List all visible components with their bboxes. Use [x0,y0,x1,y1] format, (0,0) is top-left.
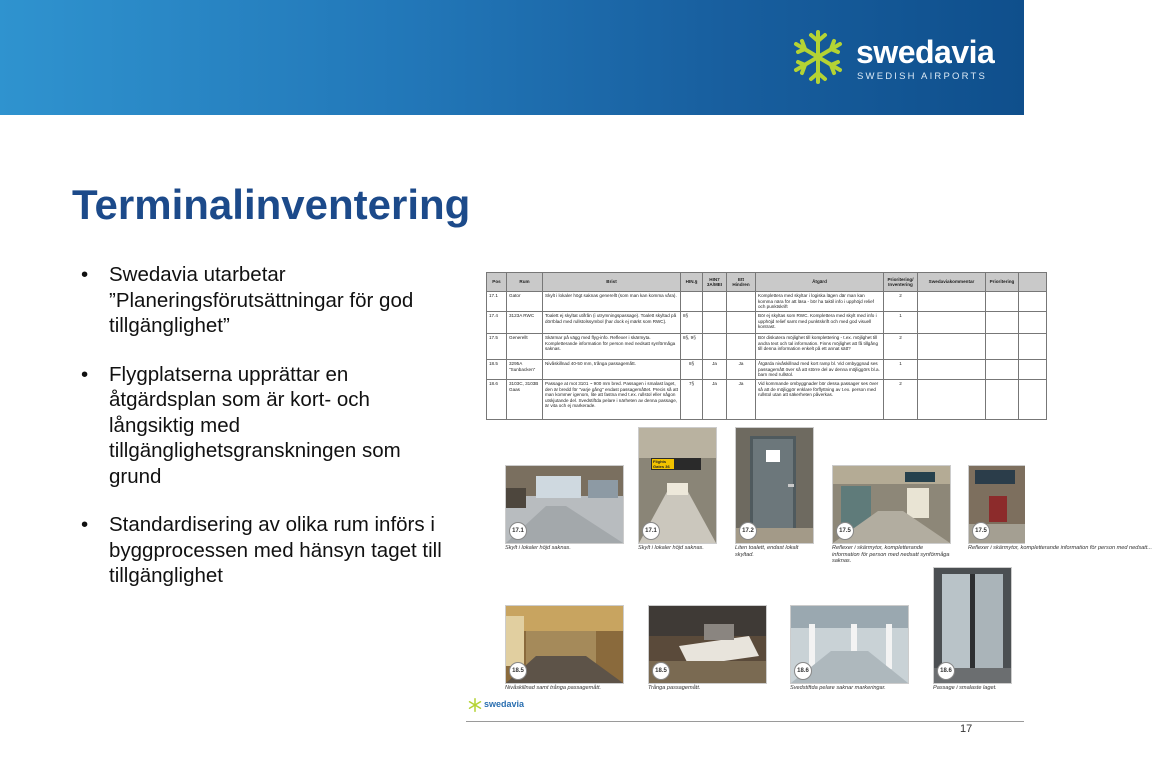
photo-glass-passage [933,567,1012,684]
bullet-text: Flygplatserna upprättar en åtgärdsplan som är kort- och långsiktig med tillgänglighetsgranskningen som grund [109,362,401,488]
table-cell: Ja [727,380,756,420]
table-cell: 3295A "Sunbacken" [507,360,543,380]
table-row [487,334,1047,360]
table-cell [918,292,986,312]
photo-gate-sign [638,427,717,544]
table-cell [986,312,1019,334]
photo-level-difference [505,605,624,684]
photo-badge: 17.5 [972,522,990,540]
col-header-hin7: HIN7 3A/MEI [703,273,727,292]
table-cell: 3123A RWC [507,312,543,334]
photo-terminal-hall [505,465,624,544]
table-cell: Bör ej skyltas som RWC. Komplettera med skylt med info i upphöjd relief samt med punktskrift och med god visuell kontrast. [756,312,884,334]
table-cell: 18.5 [487,360,507,380]
col-header-brist: Brist [543,273,681,292]
snowflake-icon [790,26,846,88]
table-cell: Nivåskillnad 40-50 mm, trånga passagemått. [543,360,681,380]
table-row [487,360,1047,380]
photo-badge: 18.5 [652,662,670,680]
photo-caption: Skylt i lokaler höjd saknas. [505,545,571,551]
table-cell: 17.4 [487,312,507,334]
inventory-document-excerpt [486,272,1024,422]
bullet-dot-icon: • [81,513,89,536]
table-cell: 8§ [681,312,703,334]
table-cell: 1 [884,312,918,334]
table-cell [703,312,727,334]
table-row [487,292,1047,312]
col-header-prioritering-inventering: Prioritering/ Inventering [884,273,918,292]
photo-waiting-area [968,465,1025,544]
photo-caption: Passage i smalaste laget. [933,685,997,691]
header-banner [0,0,1024,115]
table-cell: 2 [884,334,918,360]
table-cell: Komplettera med skyltar i logiska lägen där man kan komma nära för att läsa - bör ha taktil info i upphöjd relief och punktskrift [756,292,884,312]
photo-badge: 18.6 [937,662,955,680]
bullet-item [78,262,458,339]
photo-pillars [790,605,909,684]
footer-logo [468,696,524,714]
table-cell [986,380,1019,420]
table-cell [986,292,1019,312]
table-cell: Ja [703,380,727,420]
table-cell: 1 [884,360,918,380]
table-cell: 2 [884,380,918,420]
col-header-atgard: Åtgärd [756,273,884,292]
footer-snowflake-icon [468,697,482,713]
col-header-hin: HIN.§ [681,273,703,292]
table-cell: 8§ [681,360,703,380]
table-cell [918,360,986,380]
bullet-dot-icon: • [81,362,89,386]
table-cell [727,334,756,360]
bullet-list [78,262,458,612]
col-header-swedaviakommentar: Swedaviakommentar [918,273,986,292]
table-cell: Ja [703,360,727,380]
table-cell: Skylt i lokaler högt saknas generellt (som man kan komma våra). [543,292,681,312]
table-cell: Skärmar på vägg med flyg-info. Reflexer i skärmyta. Kompletterande information för person med nedsatt synförmåga saknas. [543,334,681,360]
swedavia-logo[interactable] [790,26,1000,88]
table-header-row [487,273,1047,292]
table-cell [986,360,1019,380]
table-cell: Vid kommande ombyggnader bör dessa passager ses över så att de möjliggör enklare förflyttning av t.ex. person med rullstol utan att säkerheten påverkas. [756,380,884,420]
photo-screens-hall [832,465,951,544]
photo-toilet-door [735,427,814,544]
table-row [487,312,1047,334]
table-cell: 17.1 [487,292,507,312]
photo-caption: Reflexer i skärmytor, kompletterande information för person med nedsatt... [968,545,1152,551]
table-cell [681,292,703,312]
table-cell [1019,292,1047,312]
col-header-prioritering: Prioritering [986,273,1019,292]
table-cell [727,312,756,334]
logo-tagline: SWEDISH AIRPORTS [857,71,988,82]
table-cell [918,312,986,334]
col-header-extra [1019,273,1047,292]
bullet-text: Swedavia utarbetar ”Planeringsförutsättningar för god tillgänglighet” [109,263,414,337]
table-cell [918,334,986,360]
page-number: 17 [960,723,973,735]
table-cell [1019,312,1047,334]
photo-caption: Reflexer i skärmytor, kompletterande information för person med nedsatt synförmåga saknas. [832,545,950,564]
table-cell: Åtgärda nivåskillnad med kort ramp bl. Vid ombyggnad ses passagemått över så att större del av denna möjliggörs bl.a. barn med rullstol. [756,360,884,380]
slide-title: Terminalinventering [72,181,471,228]
table-cell: 8§, 9§ [681,334,703,360]
col-header-rum: Rum [507,273,543,292]
bullet-text: Standardisering av olika rum införs i byggprocessen med hänsyn taget till tillgänglighet [109,513,442,587]
table-cell: 3103C, 3103B Gaas [507,380,543,420]
table-cell: 17.5 [487,334,507,360]
footer-logo-text: swedavia [484,699,525,709]
table-cell: Ja [727,360,756,380]
table-cell [727,292,756,312]
photo-badge: 17.1 [509,522,527,540]
table-cell: 18.6 [487,380,507,420]
table-cell: Passage at mot 3101 ~ 900 mm bred. Passagen i smalast laget, den är bredd för "varje gång" endast passagemåttet. Precis så att man kommer igenom, lite att fastna med t.ex. rullstol eller någon utskjutande del. Svedstiftda pelare i närheten av denna passage, är vita och ej markerade. [543,380,681,420]
photo-caption: Nivåskillnad samt trånga passagemått. [505,685,602,691]
photo-narrow-passage [648,605,767,684]
photo-caption: Svedstiftda pelare saknar markeringar. [790,685,886,691]
bullet-item [78,512,458,589]
table-cell [703,292,727,312]
table-cell [1019,380,1047,420]
table-cell [1019,334,1047,360]
col-header-pos: Pos [487,273,507,292]
col-header-ett-hindren: Ett Hindren [727,273,756,292]
photo-caption: Liten toalett, endast lokalt skyltad. [735,545,799,558]
table-cell: 7§ [681,380,703,420]
table-cell [1019,360,1047,380]
photo-badge: 18.5 [509,662,527,680]
inventory-table [486,272,1047,420]
bullet-item [78,362,458,490]
table-row [487,380,1047,420]
table-cell: Toalett ej skyltat utifrån (i utrymningspassage). Toalett skyltad på dörrblad med rullstolssymbol (har dock ej märkt som RWC). [543,312,681,334]
logo-wordmark: swedavia [856,34,995,70]
table-cell: Bör diskutera möjlighet till komplettering - t.ex. möjlighet till andra text och tal information. Finns möjlighet att få tillgång till denna information enkelt på ett annat sätt? [756,334,884,360]
table-cell [703,334,727,360]
table-cell [986,334,1019,360]
footer-divider [466,721,1024,722]
gate-sign-text: Flights Gates 36 [653,459,670,469]
table-cell: Gator [507,292,543,312]
bullet-dot-icon: • [81,263,89,286]
photo-caption: Skylt i lokaler höjd saknas. [638,545,704,551]
table-cell [918,380,986,420]
photo-badge: 18.6 [794,662,812,680]
table-cell: Generellt [507,334,543,360]
photo-badge: 17.1 [642,522,660,540]
photo-badge: 17.5 [836,522,854,540]
table-cell: 2 [884,292,918,312]
photo-caption: Trånga passagemått. [648,685,701,691]
photo-badge: 17.2 [739,522,757,540]
